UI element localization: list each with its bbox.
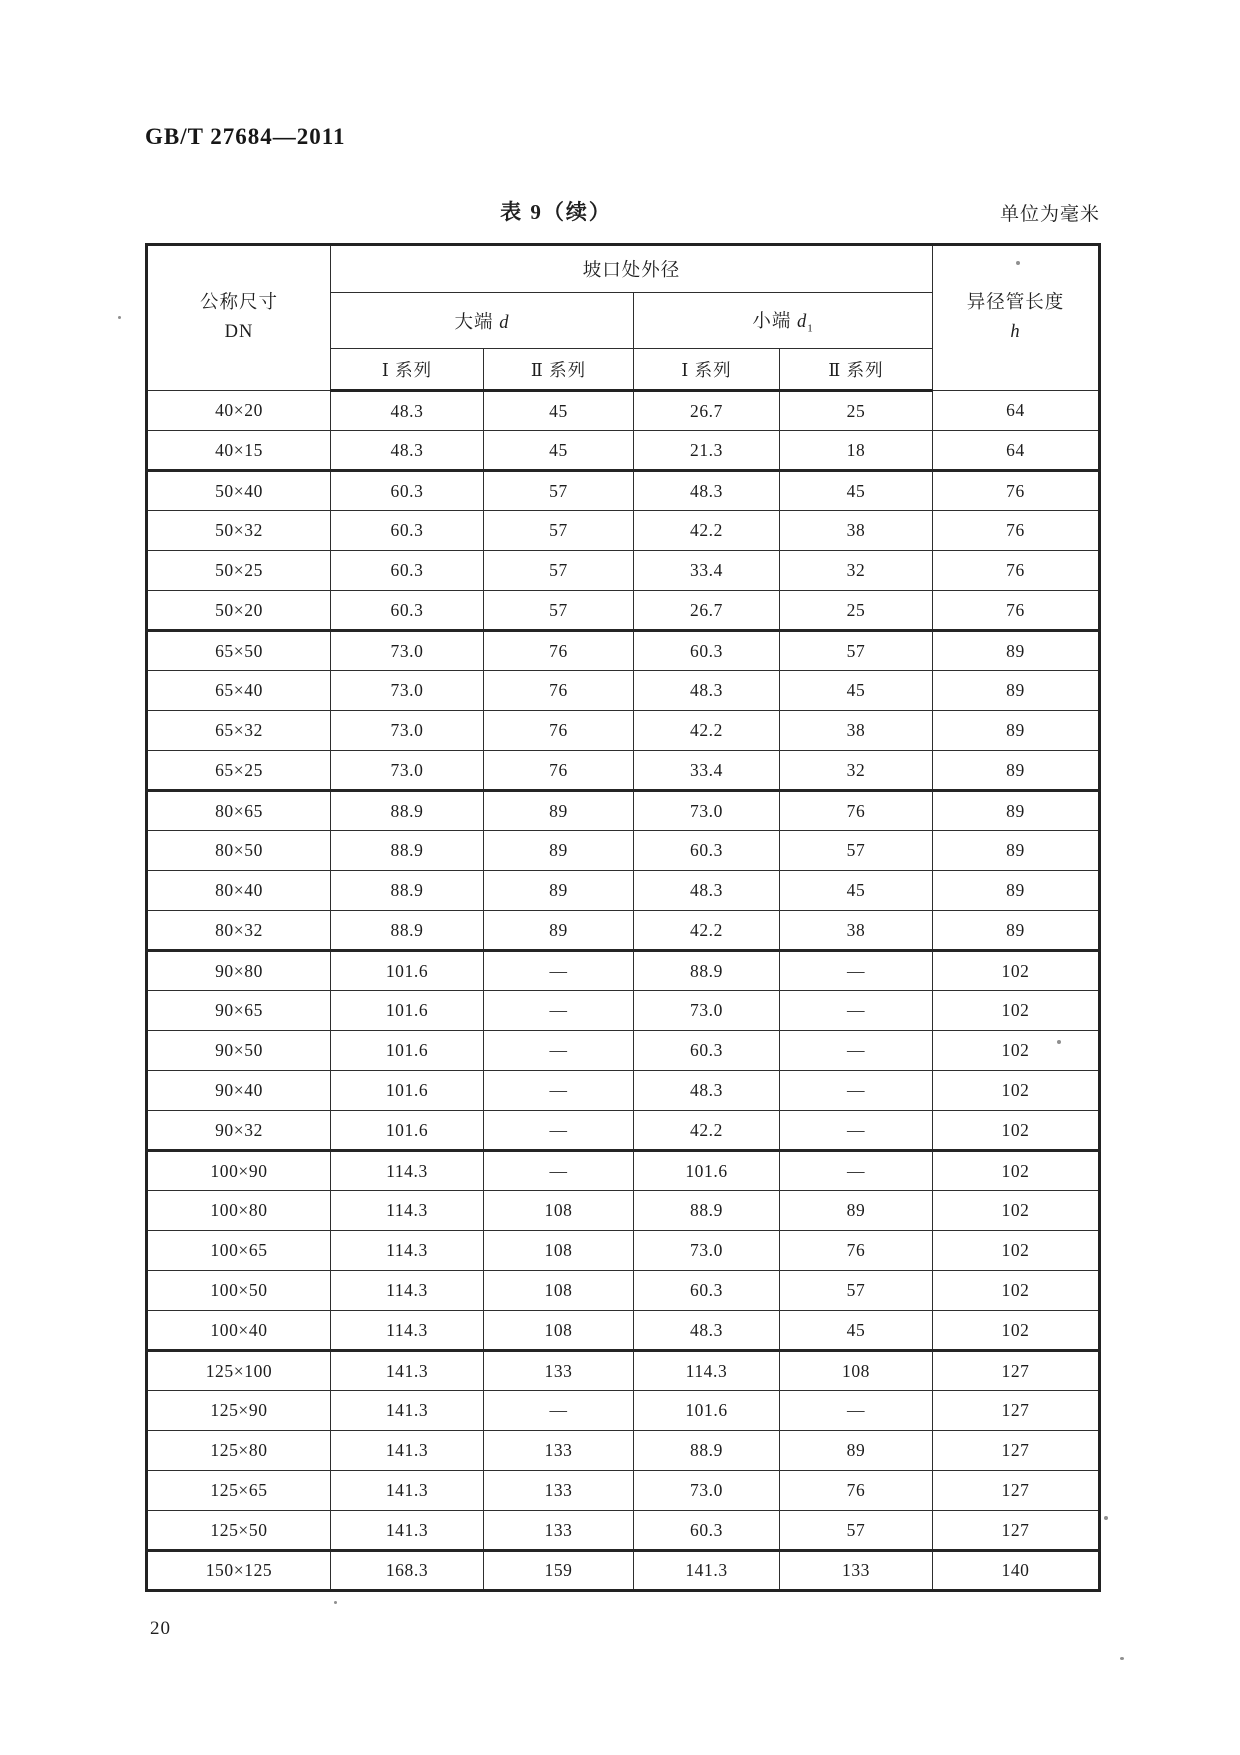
cell-large-end-series1: 60.3 <box>331 511 484 551</box>
cell-large-end-series1: 60.3 <box>331 551 484 591</box>
cell-large-end-series1: 88.9 <box>331 791 484 831</box>
scan-speck <box>1057 1040 1061 1044</box>
cell-dn: 40×15 <box>147 431 331 471</box>
cell-large-end-series1: 73.0 <box>331 631 484 671</box>
cell-dn: 50×20 <box>147 591 331 631</box>
cell-dn: 50×25 <box>147 551 331 591</box>
table-row <box>147 1391 1100 1431</box>
cell-length-h: 140 <box>933 1551 1100 1591</box>
cell-small-end-series1: 73.0 <box>634 1231 780 1271</box>
cell-large-end-series1: 101.6 <box>331 1111 484 1151</box>
cell-dn: 150×125 <box>147 1551 331 1591</box>
cell-small-end-series1: 60.3 <box>634 1271 780 1311</box>
cell-small-end-series2: — <box>780 1071 933 1111</box>
cell-large-end-series1: 168.3 <box>331 1551 484 1591</box>
header-nominal-size-cn: 公称尺寸 <box>199 293 278 314</box>
header-series-2-large: Ⅱ 系列 <box>484 349 634 391</box>
cell-small-end-series1: 21.3 <box>634 431 780 471</box>
cell-small-end-series2: 38 <box>780 711 933 751</box>
scan-speck <box>1016 261 1020 265</box>
cell-small-end-series2: 57 <box>780 1511 933 1551</box>
cell-small-end-series2: 89 <box>780 1431 933 1471</box>
cell-small-end-series1: 60.3 <box>634 1511 780 1551</box>
cell-large-end-series2: 133 <box>484 1471 634 1511</box>
cell-large-end-series1: 101.6 <box>331 951 484 991</box>
header-series-2-small: Ⅱ 系列 <box>780 349 933 391</box>
cell-length-h: 76 <box>933 591 1100 631</box>
cell-dn: 90×40 <box>147 1071 331 1111</box>
table-row <box>147 1191 1100 1231</box>
cell-small-end-series2: — <box>780 1151 933 1191</box>
cell-small-end-series2: — <box>780 1391 933 1431</box>
cell-length-h: 102 <box>933 1311 1100 1351</box>
cell-small-end-series1: 60.3 <box>634 1031 780 1071</box>
cell-large-end-series2: 57 <box>484 511 634 551</box>
cell-large-end-series2: 89 <box>484 871 634 911</box>
cell-length-h: 89 <box>933 631 1100 671</box>
cell-dn: 80×40 <box>147 871 331 911</box>
cell-large-end-series1: 73.0 <box>331 751 484 791</box>
cell-dn: 100×90 <box>147 1151 331 1191</box>
cell-small-end-series1: 73.0 <box>634 991 780 1031</box>
cell-large-end-series1: 60.3 <box>331 591 484 631</box>
header-outside-diameter-group: 坡口处外径 <box>331 245 933 293</box>
cell-large-end-series1: 141.3 <box>331 1431 484 1471</box>
cell-large-end-series2: 89 <box>484 911 634 951</box>
header-small-end-label: 小端 <box>752 311 792 332</box>
cell-large-end-series2: 45 <box>484 431 634 471</box>
cell-large-end-series1: 73.0 <box>331 711 484 751</box>
cell-dn: 125×90 <box>147 1391 331 1431</box>
header-large-end <box>331 293 634 349</box>
cell-dn: 100×65 <box>147 1231 331 1271</box>
cell-small-end-series2: 133 <box>780 1551 933 1591</box>
cell-length-h: 76 <box>933 471 1100 511</box>
cell-dn: 100×80 <box>147 1191 331 1231</box>
cell-large-end-series1: 73.0 <box>331 671 484 711</box>
header-nominal-size-dn: DN <box>224 322 254 342</box>
cell-dn: 80×65 <box>147 791 331 831</box>
cell-large-end-series2: — <box>484 991 634 1031</box>
cell-length-h: 89 <box>933 671 1100 711</box>
cell-dn: 65×25 <box>147 751 331 791</box>
table-row <box>147 671 1100 711</box>
cell-length-h: 102 <box>933 1031 1100 1071</box>
cell-small-end-series1: 73.0 <box>634 1471 780 1511</box>
cell-large-end-series1: 141.3 <box>331 1511 484 1551</box>
cell-small-end-series1: 33.4 <box>634 551 780 591</box>
cell-length-h: 76 <box>933 551 1100 591</box>
cell-large-end-series2: 57 <box>484 551 634 591</box>
table-row <box>147 431 1100 471</box>
cell-small-end-series2: 45 <box>780 871 933 911</box>
cell-length-h: 102 <box>933 1191 1100 1231</box>
cell-small-end-series2: 25 <box>780 391 933 431</box>
cell-large-end-series2: 133 <box>484 1511 634 1551</box>
cell-large-end-series2: — <box>484 1111 634 1151</box>
header-small-end <box>634 293 933 349</box>
cell-small-end-series1: 48.3 <box>634 1071 780 1111</box>
cell-large-end-series1: 60.3 <box>331 471 484 511</box>
cell-small-end-series1: 48.3 <box>634 1311 780 1351</box>
cell-small-end-series2: 45 <box>780 471 933 511</box>
cell-small-end-series1: 48.3 <box>634 671 780 711</box>
cell-length-h: 102 <box>933 1271 1100 1311</box>
cell-length-h: 64 <box>933 391 1100 431</box>
table-row <box>147 631 1100 671</box>
cell-small-end-series1: 101.6 <box>634 1151 780 1191</box>
table-row <box>147 1231 1100 1271</box>
cell-large-end-series1: 114.3 <box>331 1271 484 1311</box>
scan-speck <box>334 1601 337 1604</box>
cell-length-h: 76 <box>933 511 1100 551</box>
cell-dn: 80×50 <box>147 831 331 871</box>
cell-small-end-series1: 101.6 <box>634 1391 780 1431</box>
cell-large-end-series1: 114.3 <box>331 1151 484 1191</box>
cell-large-end-series2: — <box>484 1391 634 1431</box>
cell-small-end-series2: 76 <box>780 1471 933 1511</box>
table-row <box>147 1271 1100 1311</box>
cell-dn: 50×40 <box>147 471 331 511</box>
cell-dn: 125×65 <box>147 1471 331 1511</box>
table-row <box>147 551 1100 591</box>
cell-small-end-series1: 88.9 <box>634 1191 780 1231</box>
cell-small-end-series1: 42.2 <box>634 711 780 751</box>
cell-large-end-series2: 108 <box>484 1191 634 1231</box>
cell-small-end-series2: 38 <box>780 511 933 551</box>
cell-length-h: 102 <box>933 951 1100 991</box>
cell-small-end-series1: 114.3 <box>634 1351 780 1391</box>
cell-dn: 65×50 <box>147 631 331 671</box>
cell-length-h: 102 <box>933 991 1100 1031</box>
cell-length-h: 127 <box>933 1391 1100 1431</box>
cell-large-end-series1: 101.6 <box>331 1071 484 1111</box>
cell-small-end-series2: 57 <box>780 631 933 671</box>
cell-large-end-series2: 133 <box>484 1431 634 1471</box>
cell-length-h: 102 <box>933 1071 1100 1111</box>
cell-small-end-series1: 48.3 <box>634 871 780 911</box>
scan-speck <box>1120 1657 1124 1660</box>
header-series-1-large: Ⅰ 系列 <box>331 349 484 391</box>
cell-small-end-series1: 48.3 <box>634 471 780 511</box>
cell-length-h: 89 <box>933 871 1100 911</box>
cell-small-end-series1: 88.9 <box>634 951 780 991</box>
cell-small-end-series2: — <box>780 1031 933 1071</box>
cell-dn: 90×65 <box>147 991 331 1031</box>
cell-large-end-series1: 88.9 <box>331 871 484 911</box>
cell-large-end-series2: — <box>484 1071 634 1111</box>
table-row <box>147 1071 1100 1111</box>
table-row <box>147 911 1100 951</box>
cell-dn: 50×32 <box>147 511 331 551</box>
cell-large-end-series1: 88.9 <box>331 911 484 951</box>
cell-length-h: 127 <box>933 1351 1100 1391</box>
doc-number: GB/T 27684—2011 <box>145 124 346 149</box>
cell-dn: 100×50 <box>147 1271 331 1311</box>
table-row <box>147 591 1100 631</box>
cell-small-end-series1: 42.2 <box>634 911 780 951</box>
cell-large-end-series2: 76 <box>484 631 634 671</box>
cell-small-end-series1: 42.2 <box>634 511 780 551</box>
scan-speck <box>1104 1516 1108 1520</box>
table-row <box>147 951 1100 991</box>
cell-length-h: 127 <box>933 1431 1100 1471</box>
table-row <box>147 1551 1100 1591</box>
unit-note: 单位为毫米 <box>999 204 1100 225</box>
cell-large-end-series2: 89 <box>484 831 634 871</box>
cell-length-h: 89 <box>933 911 1100 951</box>
header-small-end-symbol: d <box>796 311 808 332</box>
table-row <box>147 1151 1100 1191</box>
cell-small-end-series2: 45 <box>780 1311 933 1351</box>
cell-large-end-series2: 76 <box>484 711 634 751</box>
table-header <box>147 245 1100 391</box>
cell-small-end-series1: 141.3 <box>634 1551 780 1591</box>
header-large-end-label: 大端 <box>454 312 494 333</box>
header-large-end-symbol: d <box>499 312 510 333</box>
cell-small-end-series2: 76 <box>780 1231 933 1271</box>
cell-length-h: 64 <box>933 431 1100 471</box>
cell-dn: 125×100 <box>147 1351 331 1391</box>
table-row <box>147 391 1100 431</box>
header-series-1-small: Ⅰ 系列 <box>634 349 780 391</box>
table-row <box>147 1031 1100 1071</box>
cell-length-h: 102 <box>933 1111 1100 1151</box>
table-row <box>147 871 1100 911</box>
cell-large-end-series2: 89 <box>484 791 634 831</box>
table-row <box>147 1351 1100 1391</box>
header-reducer-length-symbol: h <box>1010 322 1021 342</box>
cell-small-end-series2: 57 <box>780 1271 933 1311</box>
cell-small-end-series2: 18 <box>780 431 933 471</box>
cell-small-end-series1: 26.7 <box>634 591 780 631</box>
cell-length-h: 89 <box>933 831 1100 871</box>
cell-small-end-series2: 57 <box>780 831 933 871</box>
table-row <box>147 1431 1100 1471</box>
cell-small-end-series2: — <box>780 951 933 991</box>
cell-large-end-series2: — <box>484 1031 634 1071</box>
cell-small-end-series2: 32 <box>780 751 933 791</box>
cell-small-end-series2: 89 <box>780 1191 933 1231</box>
cell-length-h: 127 <box>933 1511 1100 1551</box>
cell-large-end-series1: 141.3 <box>331 1391 484 1431</box>
cell-large-end-series2: 76 <box>484 751 634 791</box>
cell-large-end-series2: 108 <box>484 1231 634 1271</box>
cell-large-end-series2: — <box>484 1151 634 1191</box>
cell-large-end-series1: 48.3 <box>331 431 484 471</box>
cell-small-end-series2: 38 <box>780 911 933 951</box>
table-row <box>147 1111 1100 1151</box>
cell-large-end-series2: 57 <box>484 471 634 511</box>
table-row <box>147 791 1100 831</box>
cell-length-h: 102 <box>933 1151 1100 1191</box>
table-row <box>147 511 1100 551</box>
cell-large-end-series2: — <box>484 951 634 991</box>
cell-small-end-series1: 26.7 <box>634 391 780 431</box>
table-body <box>147 391 1100 1591</box>
cell-small-end-series1: 42.2 <box>634 1111 780 1151</box>
cell-small-end-series1: 88.9 <box>634 1431 780 1471</box>
cell-dn: 90×32 <box>147 1111 331 1151</box>
table-row <box>147 751 1100 791</box>
table-row <box>147 711 1100 751</box>
cell-small-end-series2: 108 <box>780 1351 933 1391</box>
cell-length-h: 89 <box>933 791 1100 831</box>
cell-small-end-series2: 76 <box>780 791 933 831</box>
header-nominal-size <box>147 245 331 391</box>
cell-large-end-series2: 133 <box>484 1351 634 1391</box>
table-row <box>147 1471 1100 1511</box>
cell-large-end-series1: 88.9 <box>331 831 484 871</box>
cell-dn: 65×40 <box>147 671 331 711</box>
cell-small-end-series2: 32 <box>780 551 933 591</box>
table-title: 表 9（续） <box>500 200 612 224</box>
cell-large-end-series2: 45 <box>484 391 634 431</box>
reducer-dimensions-table <box>145 243 1101 1592</box>
cell-dn: 125×80 <box>147 1431 331 1471</box>
header-small-end-subscript: 1 <box>807 322 814 335</box>
cell-small-end-series2: — <box>780 1111 933 1151</box>
cell-large-end-series1: 48.3 <box>331 391 484 431</box>
cell-large-end-series1: 101.6 <box>331 1031 484 1071</box>
table-row <box>147 471 1100 511</box>
cell-dn: 40×20 <box>147 391 331 431</box>
cell-dn: 100×40 <box>147 1311 331 1351</box>
table-row <box>147 991 1100 1031</box>
cell-large-end-series1: 114.3 <box>331 1191 484 1231</box>
table-row <box>147 1311 1100 1351</box>
cell-large-end-series2: 108 <box>484 1311 634 1351</box>
cell-small-end-series2: 25 <box>780 591 933 631</box>
cell-large-end-series2: 159 <box>484 1551 634 1591</box>
cell-length-h: 89 <box>933 751 1100 791</box>
cell-dn: 65×32 <box>147 711 331 751</box>
cell-length-h: 89 <box>933 711 1100 751</box>
cell-small-end-series1: 60.3 <box>634 631 780 671</box>
cell-large-end-series1: 141.3 <box>331 1351 484 1391</box>
cell-small-end-series1: 33.4 <box>634 751 780 791</box>
cell-large-end-series1: 101.6 <box>331 991 484 1031</box>
cell-large-end-series2: 57 <box>484 591 634 631</box>
cell-dn: 80×32 <box>147 911 331 951</box>
cell-length-h: 102 <box>933 1231 1100 1271</box>
scan-speck <box>118 316 121 319</box>
cell-dn: 90×50 <box>147 1031 331 1071</box>
cell-small-end-series2: — <box>780 991 933 1031</box>
cell-large-end-series2: 108 <box>484 1271 634 1311</box>
cell-small-end-series1: 60.3 <box>634 831 780 871</box>
cell-large-end-series2: 76 <box>484 671 634 711</box>
cell-length-h: 127 <box>933 1471 1100 1511</box>
cell-dn: 90×80 <box>147 951 331 991</box>
cell-large-end-series1: 114.3 <box>331 1231 484 1271</box>
cell-small-end-series2: 45 <box>780 671 933 711</box>
cell-large-end-series1: 141.3 <box>331 1471 484 1511</box>
header-reducer-length <box>933 245 1100 391</box>
cell-large-end-series1: 114.3 <box>331 1311 484 1351</box>
header-reducer-length-cn: 异径管长度 <box>966 293 1065 314</box>
cell-small-end-series1: 73.0 <box>634 791 780 831</box>
page-number: 20 <box>150 1618 171 1639</box>
table-row <box>147 831 1100 871</box>
cell-dn: 125×50 <box>147 1511 331 1551</box>
table-row <box>147 1511 1100 1551</box>
